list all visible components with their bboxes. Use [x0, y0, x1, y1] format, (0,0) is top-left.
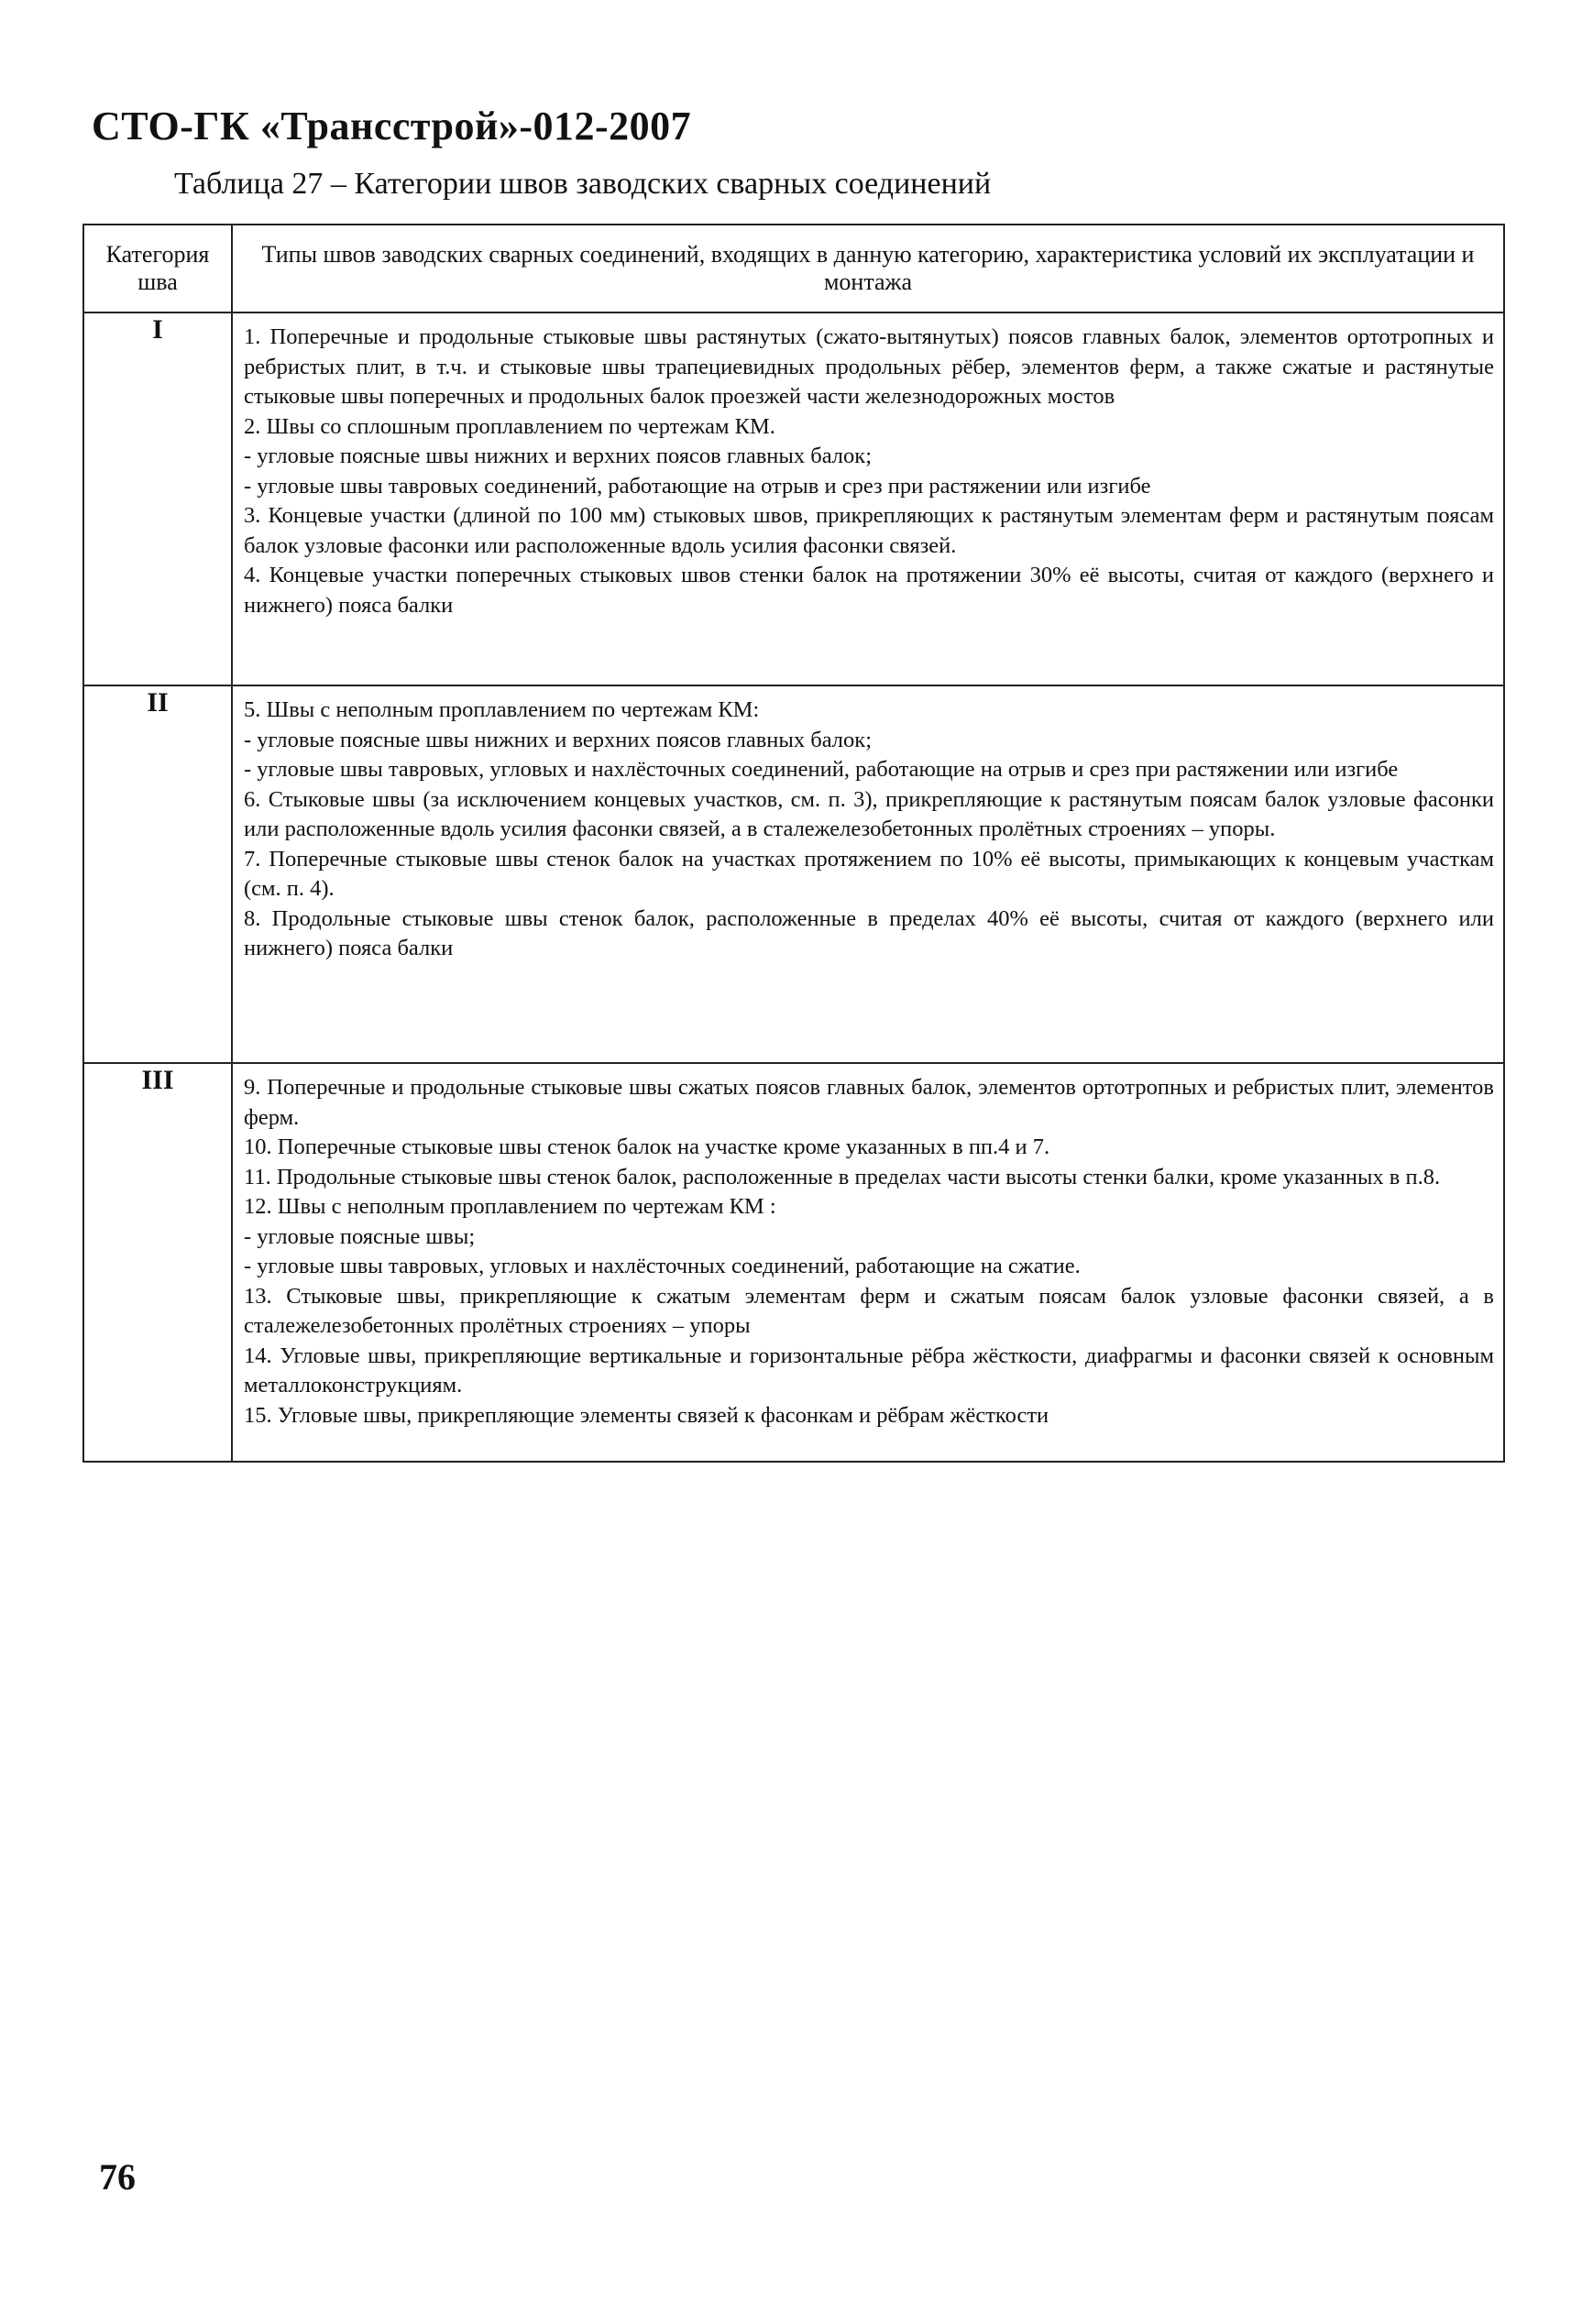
column-header-types: Типы швов заводских сварных соединений, входящих в данную категорию, характеристика условий их эксплуатации и монтажа — [232, 225, 1504, 312]
description-line: 13. Стыковые швы, прикрепляющие к сжатым элементам ферм и сжатым поясам балок узловые фасонки связей, а в сталежелезобетонных пролётных строениях – упоры — [244, 1283, 1494, 1338]
table-row — [83, 685, 1504, 1063]
table-caption: Таблица 27 – Категории швов заводских сварных соединений — [174, 167, 992, 201]
weld-categories-table — [82, 224, 1505, 1463]
table-row — [83, 312, 1504, 685]
category-cell: I — [83, 312, 232, 685]
description-cell — [232, 1063, 1504, 1462]
description-line: 14. Угловые швы, прикрепляющие вертикальные и горизонтальные рёбра жёсткости, диафрагмы и фасонки связей к основным металлоконструкциям. — [244, 1343, 1494, 1398]
description-line: 6. Стыковые швы (за исключением концевых участков, см. п. 3), прикрепляющие к растянутым поясам балок узловые фасонки или расположенные вдоль усилия фасонки связей, а в сталежелезобетонных пролётных строениях – упоры. — [244, 786, 1494, 841]
description-line: 4. Концевые участки поперечных стыковых швов стенки балок на протяжении 30% её высоты, считая от каждого (верхнего и нижнего) пояса балки — [244, 563, 1494, 618]
description-line: - угловые швы тавровых, угловых и нахлёсточных соединений, работающие на сжатие. — [244, 1254, 1081, 1278]
description-line: - угловые поясные швы нижних и верхних поясов главных балок; — [244, 727, 872, 752]
category-cell: II — [83, 685, 232, 1063]
description-line: 10. Поперечные стыковые швы стенок балок на участке кроме указанных в пп.4 и 7. — [244, 1135, 1050, 1159]
description-line: 1. Поперечные и продольные стыковые швы растянутых (сжато-вытянутых) поясов главных балок, элементов ортотропных и ребристых плит, в т.ч. и стыковые швы трапециевидных продольных рёбер, элементов ферм, а также сжатые и растянутые стыковые швы поперечных и продольных балок проезжей части железнодорожных мостов — [244, 324, 1494, 409]
description-line: - угловые швы тавровых, угловых и нахлёсточных соединений, работающие на отрыв и срез при растяжении или изгибе — [244, 757, 1399, 782]
description-line: 8. Продольные стыковые швы стенок балок, расположенные в пределах 40% её высоты, считая от каждого (верхнего или нижнего) пояса балки — [244, 905, 1494, 960]
page-number: 76 — [99, 2156, 136, 2198]
column-header-category: Категория шва — [83, 225, 232, 312]
document-code: СТО-ГК «Трансстрой»-012-2007 — [92, 104, 692, 148]
category-cell: III — [83, 1063, 232, 1462]
description-line: 2. Швы со сплошным проплавлением по чертежам КМ. — [244, 413, 775, 439]
description-cell — [232, 312, 1504, 685]
description-line: 9. Поперечные и продольные стыковые швы сжатых поясов главных балок, элементов ортотропных и ребристых плит, элементов ферм. — [244, 1075, 1494, 1130]
table-header-row — [83, 225, 1504, 312]
description-line: 11. Продольные стыковые швы стенок балок, расположенные в пределах части высоты стенки балки, кроме указанных в п.8. — [244, 1164, 1441, 1189]
description-line: 12. Швы с неполным проплавлением по чертежам КМ : — [244, 1194, 776, 1219]
description-line: - угловые поясные швы нижних и верхних поясов главных балок; — [244, 444, 872, 468]
table-row — [83, 1063, 1504, 1462]
description-line: 5. Швы с неполным проплавлением по чертежам КМ: — [244, 697, 760, 722]
description-line: 7. Поперечные стыковые швы стенок балок на участках протяжением по 10% её высоты, примыкающих к концевым участкам (см. п. 4). — [244, 846, 1494, 901]
description-line: - угловые швы тавровых соединений, работающие на отрыв и срез при растяжении или изгибе — [244, 473, 1151, 499]
description-line: 3. Концевые участки (длиной по 100 мм) стыковых швов, прикрепляющих к растянутым элементам ферм и растянутым поясам балок узловые фасонки или расположенные вдоль усилия фасонки связей. — [244, 503, 1494, 558]
description-line: 15. Угловые швы, прикрепляющие элементы связей к фасонкам и рёбрам жёсткости — [244, 1402, 1049, 1428]
description-line: - угловые поясные швы; — [244, 1223, 476, 1249]
description-cell — [232, 685, 1504, 1063]
